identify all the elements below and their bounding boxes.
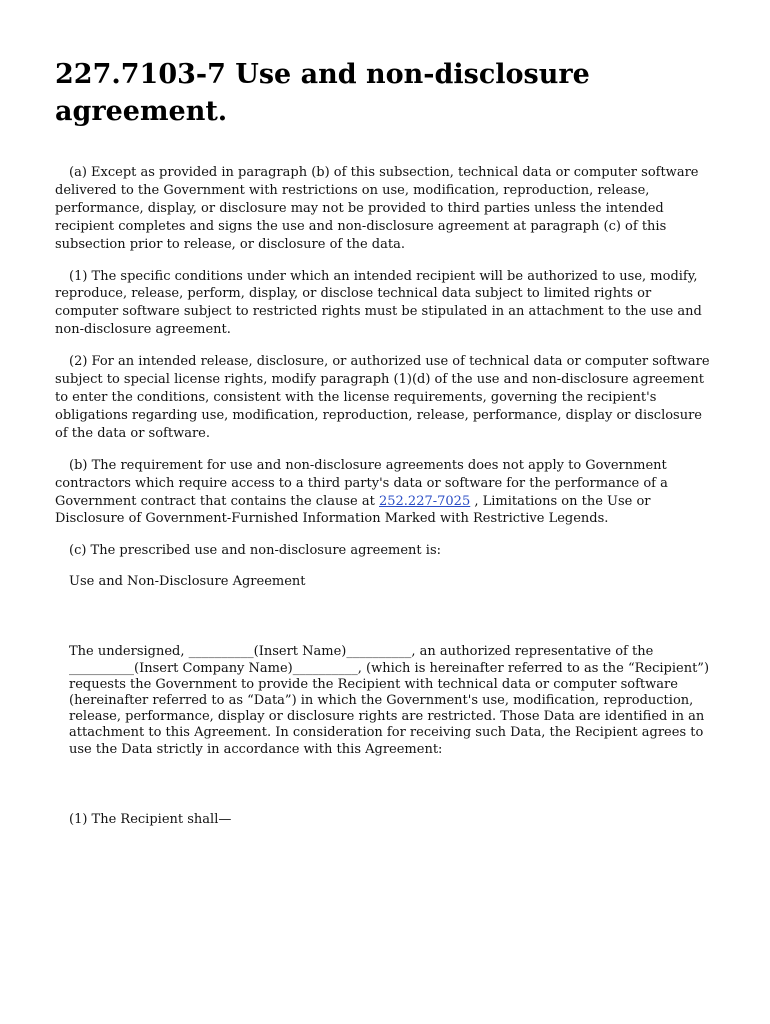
paragraph-b [55, 457, 715, 529]
page-title: 227.7103-7 Use and non-disclosure agreement. [55, 59, 590, 127]
paragraph-1: (1) The specific conditions under which an intended recipient will be authorized to use, modify, reproduce, release, perform, display, or disclose technical data subject to limited rights or computer software subject to restricted rights must be stipulated in an attachment to the use and non-disclosure agreement. [55, 268, 702, 338]
agreement-title: Use and Non-Disclosure Agreement [69, 574, 306, 590]
paragraph-2: (2) For an intended release, disclosure, or authorized use of technical data or computer software subject to special license rights, modify paragraph (1)(d) of the use and non-disclosure agreement to enter the conditions, consistent with the license requirements, governing the recipient's obligations regarding use, modification, reproduction, release, performance, display or disclosure of the data or software. [55, 354, 710, 441]
paragraph-c: (c) The prescribed use and non-disclosure agreement is: [69, 543, 441, 559]
paragraph-b-text-after: , Limitations on the Use or Disclosure of Government-Furnished Information Marked with Restrictive Legends. [55, 493, 651, 527]
paragraph-b-text-before: (b) The requirement for use and non-disclosure agreements does not apply to Government contractors which require access to a third party's data or software for the performance of a Government contract that contains the clause at [55, 457, 668, 509]
agreement-body: The undersigned, __________(Insert Name)__________, an authorized representative of the __________(Insert Company Name)__________, (which is hereinafter referred to as the “Recipient”) requests the Government to provide the Recipient with technical data or computer software (hereinafter referred to as “Data”) in which the Government's use, modification, reproduction, release, performance, display or disclosure rights are restricted. Those Data are identified in an attachment to this Agreement. In consideration for receiving such Data, the Recipient agrees to use the Data strictly in accordance with this Agreement: [69, 644, 710, 757]
paragraph-a: (a) Except as provided in paragraph (b) of this subsection, technical data or computer software delivered to the Government with restrictions on use, modification, reproduction, release, performance, display, or disclosure may not be provided to third parties unless the intended recipient completes and signs the use and non-disclosure agreement at paragraph (c) of this subsection prior to release, or disclosure of the data. [55, 165, 699, 252]
agreement-item-1: (1) The Recipient shall— [69, 811, 232, 827]
clause-252-227-7025-link[interactable]: 252.227-7025 [378, 493, 471, 509]
